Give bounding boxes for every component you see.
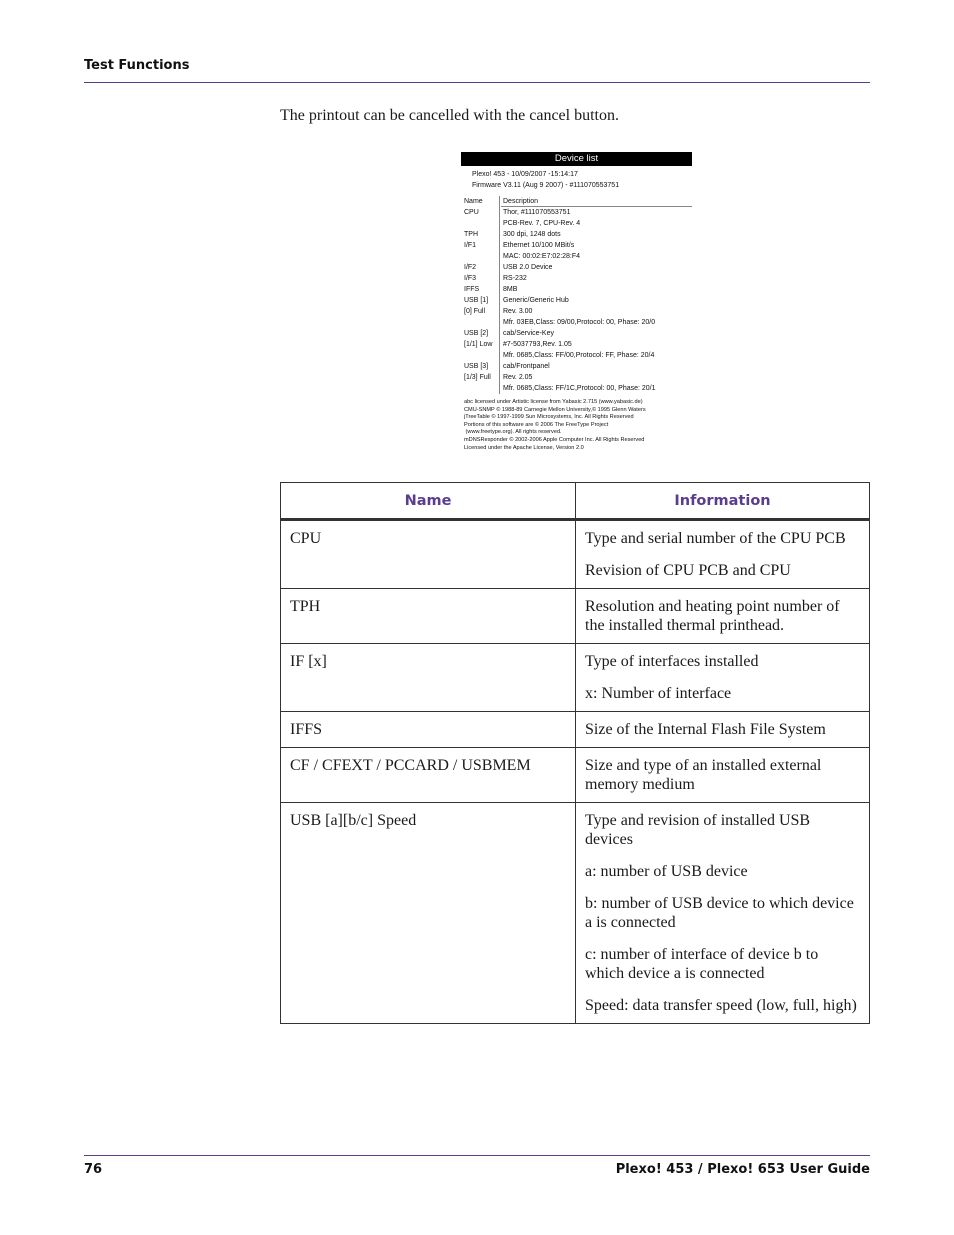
running-header: Test Functions	[84, 58, 190, 73]
info-paragraph: a: number of USB device	[585, 863, 748, 880]
printout-info	[461, 166, 692, 191]
col-header-information: Information	[576, 483, 870, 520]
row-info-cell	[576, 589, 870, 644]
printout-row	[461, 306, 692, 317]
printout-row-desc: Rev. 3.00	[503, 308, 533, 315]
table-row	[281, 748, 870, 803]
printout-row-desc: 8MB	[503, 286, 518, 293]
printout-license-line: mDNSResponder © 2002-2006 Apple Computer Inc. All Rights Reserved	[464, 436, 645, 443]
row-info-cell	[576, 748, 870, 803]
col-header-name: Name	[281, 483, 576, 520]
printout-row-desc: cab/Service-Key	[503, 330, 554, 337]
printout-license-line: Portions of this software are © 2006 The FreeType Project	[464, 421, 609, 428]
printout-row	[461, 383, 692, 394]
printout-row	[461, 317, 692, 328]
info-paragraph: c: number of interface of device b to which device a is connected	[585, 946, 819, 982]
info-table	[280, 482, 870, 1024]
printout-row-desc: cab/Frontpanel	[503, 363, 550, 370]
printout-row-name: USB [3]	[464, 363, 489, 370]
row-name-cell: USB [a][b/c] Speed	[281, 803, 576, 1024]
row-name-cell: IFFS	[281, 712, 576, 748]
info-paragraph: Type of interfaces installed	[585, 653, 759, 670]
printout-row	[461, 207, 692, 218]
printout-row	[461, 295, 692, 306]
table-body	[281, 520, 870, 1024]
printout-row-name: I/F2	[464, 264, 477, 271]
row-name-cell: CF / CFEXT / PCCARD / USBMEM	[281, 748, 576, 803]
printout-row-desc: USB 2.0 Device	[503, 264, 553, 271]
printout-row	[461, 339, 692, 350]
printout-row-desc: Rev. 2.05	[503, 374, 533, 381]
printout-row-name: [1/3] Full	[464, 374, 491, 381]
printout-row	[461, 284, 692, 295]
printout-row-desc: RS-232	[503, 275, 527, 282]
printout-row-name: USB [1]	[464, 297, 489, 304]
info-paragraph: Size and type of an installed external memory medium	[585, 757, 822, 793]
printout-row-desc: MAC: 00:02:E7:02:28:F4	[503, 253, 581, 260]
printout-info-line: Firmware V3.11 (Aug 9 2007) - #111070553751	[472, 182, 620, 189]
printout-license-line: abc licensed under Artistic license from Yabasic 2.715 (www.yabasic.de)	[464, 399, 643, 405]
row-name-cell: TPH	[281, 589, 576, 644]
printout-row	[461, 328, 692, 339]
printout-row	[461, 218, 692, 229]
printout-row-name: USB [2]	[464, 330, 489, 337]
info-paragraph: Type and revision of installed USB devices	[585, 812, 811, 848]
printout-row-name: CPU	[464, 209, 479, 216]
printout-row	[461, 251, 692, 262]
printout-row-desc: Mfr. 0685,Class: FF/1C,Protocol: 00, Phase: 20/1	[503, 385, 656, 392]
printout-license-line: (www.freetype.org). All rights reserved.	[464, 429, 562, 436]
footer-rule	[84, 1155, 870, 1156]
info-paragraph: x: Number of interface	[585, 685, 732, 702]
printout-row	[461, 372, 692, 383]
printout-row-name: IFFS	[464, 286, 480, 293]
printout-row-desc: Mfr. 0685,Class: FF/00,Protocol: FF, Phase: 20/4	[503, 352, 655, 359]
printout-row-name: [1/1] Low	[464, 341, 493, 348]
info-paragraph: b: number of USB device to which device a is connected	[585, 895, 854, 931]
printout-row-desc: #7-5037793,Rev. 1.05	[503, 341, 572, 348]
header-rule	[84, 82, 870, 83]
info-paragraph: Speed: data transfer speed (low, full, high)	[585, 997, 857, 1014]
printout-column-headers	[461, 196, 692, 207]
printout-license	[461, 399, 692, 452]
row-info-cell	[576, 644, 870, 712]
printout-info-line: Plexo! 453 - 10/09/2007 -15:14:17	[472, 171, 578, 178]
printout-license-line: jTreeTable © 1997-1999 Sun Microsystems, Inc. All Rights Reserved	[464, 414, 634, 421]
printout-row	[461, 262, 692, 273]
printout-row-desc: Generic/Generic Hub	[503, 297, 569, 304]
printout-row	[461, 361, 692, 372]
info-paragraph: Resolution and heating point number of the installed thermal printhead.	[585, 598, 840, 634]
device-list-printout	[461, 152, 692, 452]
printout-row-desc: PCB-Rev. 7, CPU-Rev. 4	[503, 220, 581, 227]
table-header-row	[281, 483, 870, 520]
row-name-cell: IF [x]	[281, 644, 576, 712]
table-row	[281, 803, 870, 1024]
printout-title: Device list	[461, 152, 692, 166]
printout-rows	[461, 207, 692, 394]
printout-row	[461, 273, 692, 284]
intro-text: The printout can be cancelled with the cancel button.	[280, 107, 619, 124]
printout-col-desc: Description	[503, 198, 539, 205]
printout-row-name: I/F1	[464, 242, 477, 249]
printout-row-desc: Thor, #111070553751	[503, 209, 571, 216]
row-name-cell: CPU	[281, 520, 576, 589]
printout-row	[461, 240, 692, 251]
footer-title: Plexo! 453 / Plexo! 653 User Guide	[615, 1162, 870, 1177]
info-paragraph: Size of the Internal Flash File System	[585, 721, 826, 738]
row-info-cell	[576, 712, 870, 748]
page-number: 76	[84, 1162, 103, 1177]
printout-row-desc: 300 dpi, 1248 dots	[503, 231, 561, 238]
row-info-cell	[576, 803, 870, 1024]
info-paragraph: Revision of CPU PCB and CPU	[585, 562, 791, 579]
printout-row	[461, 229, 692, 240]
printout-row	[461, 350, 692, 361]
printout-row-name: I/F3	[464, 275, 477, 282]
table-row	[281, 712, 870, 748]
printout-row-desc: Mfr. 03EB,Class: 09/00,Protocol: 00, Phase: 20/0	[503, 319, 656, 326]
printout-row-desc: Ethernet 10/100 MBit/s	[503, 242, 575, 249]
printout-row-name: [0] Full	[464, 308, 486, 315]
table-row	[281, 589, 870, 644]
printout-row-name: TPH	[464, 231, 478, 238]
table-row	[281, 644, 870, 712]
printout-col-name: Name	[464, 198, 483, 205]
info-paragraph: Type and serial number of the CPU PCB	[585, 530, 846, 547]
printout-license-line: CMU-SNMP © 1988-89 Carnegie Mellon University,© 1995 Glenn Waters	[464, 406, 646, 413]
printout-license-line: Licensed under the Apache License, Version 2.0	[464, 444, 584, 451]
table-row	[281, 520, 870, 589]
row-info-cell	[576, 520, 870, 589]
